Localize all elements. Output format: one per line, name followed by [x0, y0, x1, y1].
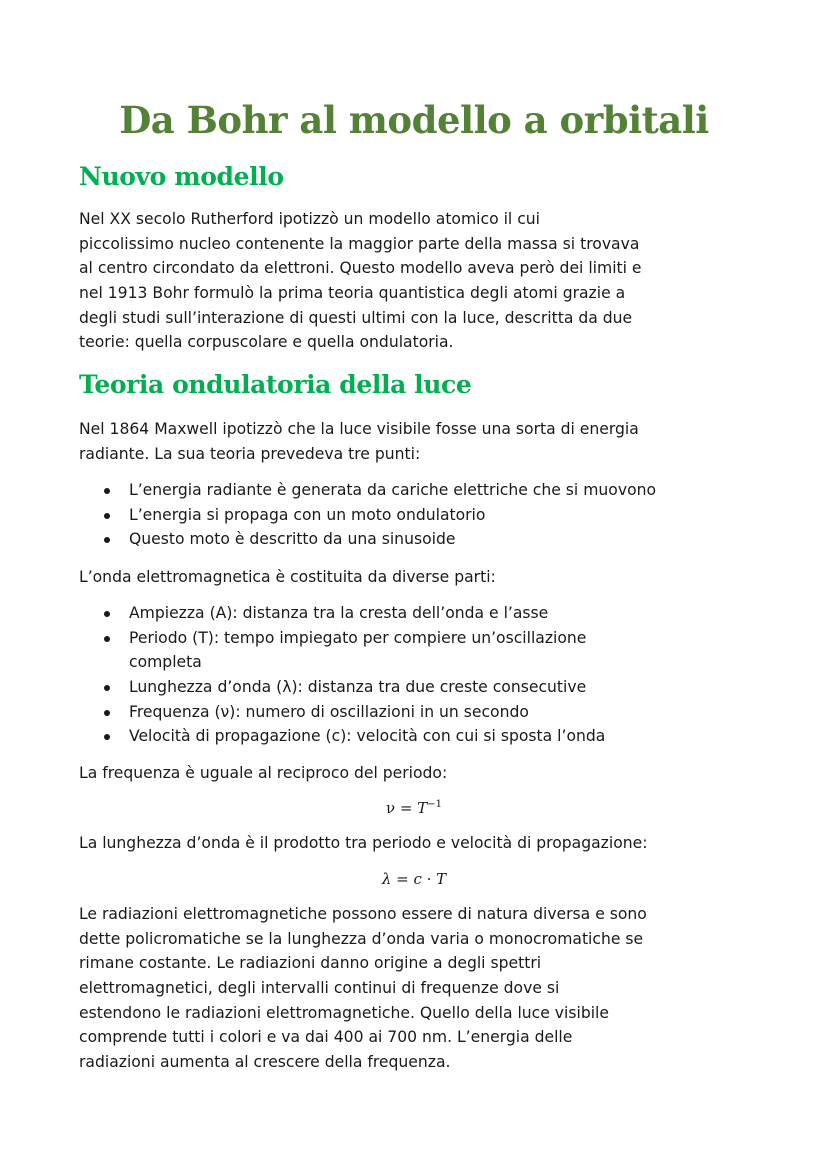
- list-item-text: L’energia si propaga con un moto ondulatorio: [129, 505, 486, 524]
- text-line: estendono le radiazioni elettromagnetiche. Quello della luce visibile: [79, 1003, 609, 1022]
- text-line: Nel 1864 Maxwell ipotizzò che la luce visibile fosse una sorta di energia: [79, 420, 639, 438]
- list-item: [79, 700, 605, 725]
- paragraph: [79, 902, 647, 1075]
- list-item: [79, 601, 605, 626]
- section-heading: Teoria ondulatoria della luce: [79, 370, 472, 399]
- formula-part: λ: [381, 870, 392, 888]
- list-item: [79, 503, 656, 528]
- formula-wavelength: [79, 867, 749, 892]
- paragraph: [79, 207, 642, 355]
- text-line: nel 1913 Bohr formulò la prima teoria quantistica degli atomi grazie a: [79, 284, 626, 303]
- list-item-text: Velocità di propagazione (c): velocità con cui si sposta l’onda: [129, 727, 606, 746]
- text-line: Nel XX secolo Rutherford ipotizzò un modello atomico il cui: [79, 210, 540, 228]
- list-item-text: Ampiezza (A): distanza tra la cresta dell’onda e l’asse: [129, 604, 549, 622]
- text-line: teorie: quella corpuscolare e quella ondulatoria.: [79, 333, 454, 352]
- list-item-text: completa: [129, 653, 202, 672]
- formula-part: ·: [421, 870, 437, 888]
- text-line: piccolissimo nucleo contenente la maggior parte della massa si trovava: [79, 234, 640, 253]
- list-item: [79, 478, 656, 503]
- text-line: Le radiazioni elettromagnetiche possono essere di natura diversa e sono: [79, 905, 647, 923]
- text-line: al centro circondato da elettroni. Questo modello aveva però dei limiti e: [79, 259, 642, 278]
- formula-part: =: [391, 870, 414, 888]
- list-item: [79, 527, 656, 552]
- formula-part: ν =: [386, 799, 418, 817]
- paragraph: La frequenza è uguale al reciproco del periodo:: [79, 764, 448, 782]
- formula-frequency: [79, 793, 749, 818]
- paragraph: [79, 417, 639, 466]
- list-item-text: Frequenza (ν): numero di oscillazioni in un secondo: [129, 702, 529, 721]
- list-item-text: Periodo (T): tempo impiegato per compiere un’oscillazione: [129, 628, 587, 647]
- paragraph: La lunghezza d’onda è il prodotto tra periodo e velocità di propagazione:: [79, 834, 648, 852]
- bullet-list: [79, 601, 605, 749]
- bullet-list: [79, 478, 656, 552]
- text-line: elettromagnetici, degli intervalli continui di frequenze dove si: [79, 979, 560, 998]
- text-line: rimane costante. Le radiazioni danno origine a degli spettri: [79, 954, 542, 973]
- bullet-icon: [104, 513, 110, 519]
- text-line: degli studi sull’interazione di questi ultimi con la luce, descritta da due: [79, 308, 633, 327]
- formula-part: T: [417, 799, 428, 817]
- bullet-icon: [104, 685, 110, 691]
- paragraph: L’onda elettromagnetica è costituita da diverse parti:: [79, 568, 496, 586]
- bullet-icon: [104, 710, 110, 716]
- page-title: Da Bohr al modello a orbitali: [119, 98, 709, 142]
- bullet-icon: [104, 488, 110, 494]
- text-line: radiazioni aumenta al crescere della frequenza.: [79, 1053, 451, 1072]
- list-item-continuation: [79, 650, 605, 675]
- bullet-icon: [104, 537, 110, 543]
- text-line: dette policromatiche se la lunghezza d’onda varia o monocromatiche se: [79, 929, 644, 948]
- list-item-text: Lunghezza d’onda (λ): distanza tra due creste consecutive: [129, 678, 587, 697]
- list-item: [79, 675, 605, 700]
- text-line: radiante. La sua teoria prevedeva tre punti:: [79, 444, 421, 463]
- formula-part: c: [413, 870, 422, 888]
- bullet-icon: [104, 636, 110, 642]
- list-item: [79, 626, 605, 651]
- formula-exponent: −1: [427, 799, 442, 810]
- list-item-text: L’energia radiante è generata da cariche elettriche che si muovono: [129, 481, 657, 499]
- text-line: comprende tutti i colori e va dai 400 ai 700 nm. L’energia delle: [79, 1028, 573, 1047]
- list-item-text: Questo moto è descritto da una sinusoide: [129, 530, 456, 549]
- bullet-icon: [104, 611, 110, 617]
- section-heading: Nuovo modello: [79, 162, 284, 191]
- formula-part: T: [436, 870, 447, 888]
- bullet-icon: [104, 734, 110, 740]
- list-item: [79, 724, 605, 749]
